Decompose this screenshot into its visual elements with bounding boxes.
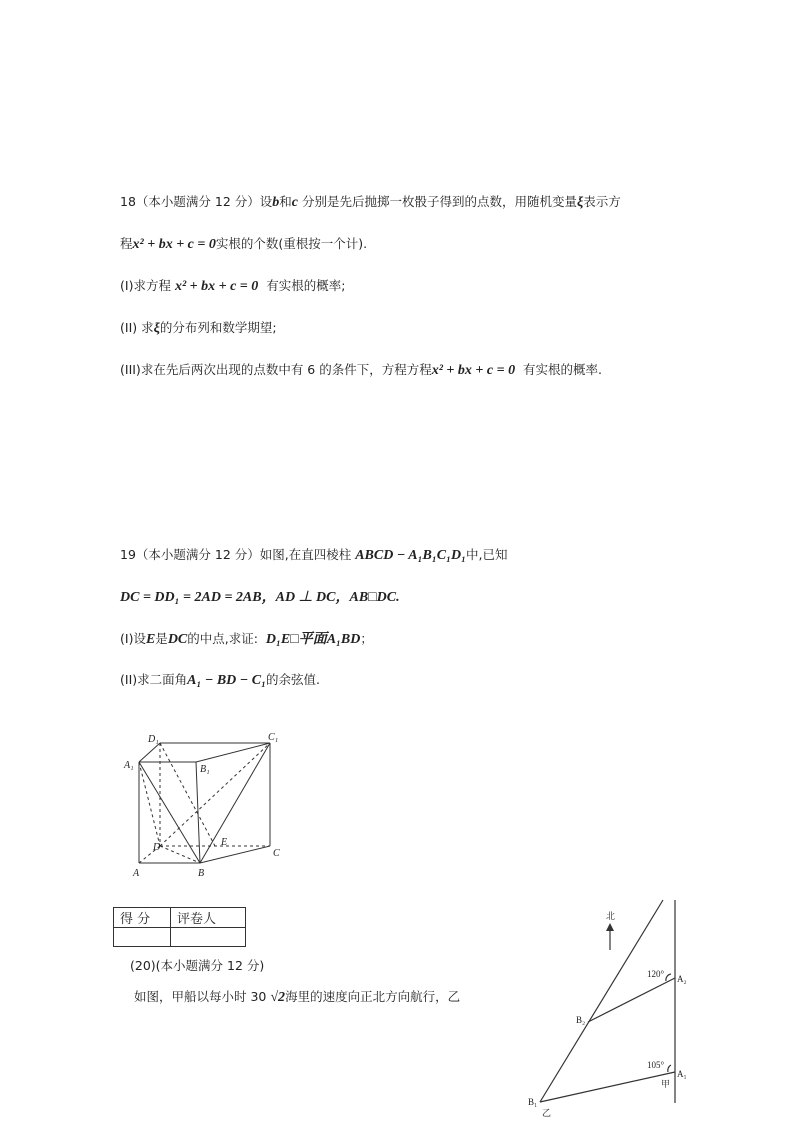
line-yi-course — [540, 900, 663, 1102]
label-c1: C₁ — [268, 732, 279, 743]
label-a2: A₂ — [677, 974, 687, 984]
label-e: E — [221, 837, 228, 848]
label-a1: A₁ — [677, 1069, 687, 1079]
q19-conditions: DC = DD₁ = 2AD = 2AB，AD ⊥ DC，AB□DC. — [120, 590, 400, 605]
segment-a1b — [139, 762, 200, 863]
prism-name: ABCD − A₁B₁C₁D₁ — [355, 548, 466, 563]
q20-line1: 如图，甲船以每小时 30 √2海里的速度向正北方向航行，乙 — [134, 989, 461, 1005]
edge-a1d1 — [139, 743, 160, 762]
label-north: 北 — [606, 911, 616, 921]
q19-part1: (I)设E是DC的中点,求证: D₁E□平面A₁BD； — [120, 631, 373, 647]
hidden-segment-d1e — [160, 743, 215, 846]
edge-bc — [200, 846, 270, 863]
q19-line1: 19（本小题满分 12 分）如图,在直四棱柱 ABCD − A₁B₁C₁D₁中,已知 — [120, 547, 508, 563]
equation: x² + bx + c = 0 — [431, 363, 516, 378]
q18-line1: 18（本小题满分 12 分）设b和c 分别是先后抛掷一枚骰子得到的点数，用随机变量ξ表示方 — [120, 194, 621, 210]
sqrt-2: √2 — [270, 990, 286, 1005]
var-b: b — [272, 195, 280, 210]
var-c: c — [291, 195, 298, 210]
score-header: 得 分 — [114, 908, 171, 928]
hidden-segment-dc1 — [160, 743, 270, 846]
segment-b1a1 — [540, 1072, 675, 1102]
label-d1: D₁ — [148, 734, 159, 745]
var-xi: ξ — [576, 195, 584, 210]
equation: x² + bx + c = 0 — [174, 279, 259, 294]
ship-figure — [525, 895, 700, 1120]
label-b2: B₂ — [576, 1015, 586, 1025]
segment-bc1 — [200, 743, 270, 863]
segment-b2a2 — [588, 978, 675, 1022]
hidden-segment-bd — [160, 846, 200, 863]
var-xi: ξ — [153, 321, 160, 336]
hidden-segment-a1d — [139, 762, 160, 846]
label-jia: 甲 — [661, 1079, 671, 1089]
q18-part3: (III)求在先后两次出现的点数中有 6 的条件下，方程方程x² + bx + c = 0 有实根的概率. — [120, 362, 602, 378]
arc-105 — [668, 1065, 671, 1072]
prism-figure — [118, 728, 298, 880]
edge-b1c1 — [196, 743, 270, 762]
q18-line2: 程x² + bx + c = 0实根的个数(重根按一个计). — [120, 236, 368, 252]
label-105: 105° — [647, 1060, 665, 1070]
label-b1: B₁ — [200, 764, 210, 775]
label-120: 120° — [647, 969, 665, 979]
grader-header: 评卷人 — [171, 908, 246, 928]
label-d: D — [153, 842, 161, 853]
label-b1: B₁ — [528, 1097, 538, 1107]
north-arrow-head — [606, 923, 614, 931]
score-cell — [114, 928, 171, 947]
label-yi: 乙 — [542, 1108, 552, 1118]
q18-part1: (I)求方程 x² + bx + c = 0 有实根的概率; — [120, 278, 346, 294]
label-c: C — [273, 848, 280, 859]
equation: x² + bx + c = 0 — [132, 237, 216, 252]
label-a1: A₁ — [124, 760, 134, 771]
q19-part2: (II)求二面角A₁ − BD − C₁的余弦值. — [120, 672, 320, 688]
score-table — [113, 907, 246, 947]
grader-cell — [171, 928, 246, 947]
q20-header: (20)(本小题满分 12 分) — [130, 958, 265, 973]
q18-part2: (II) 求ξ的分布列和数学期望; — [120, 320, 277, 336]
label-b: B — [198, 868, 205, 879]
label-a: A — [133, 868, 140, 879]
